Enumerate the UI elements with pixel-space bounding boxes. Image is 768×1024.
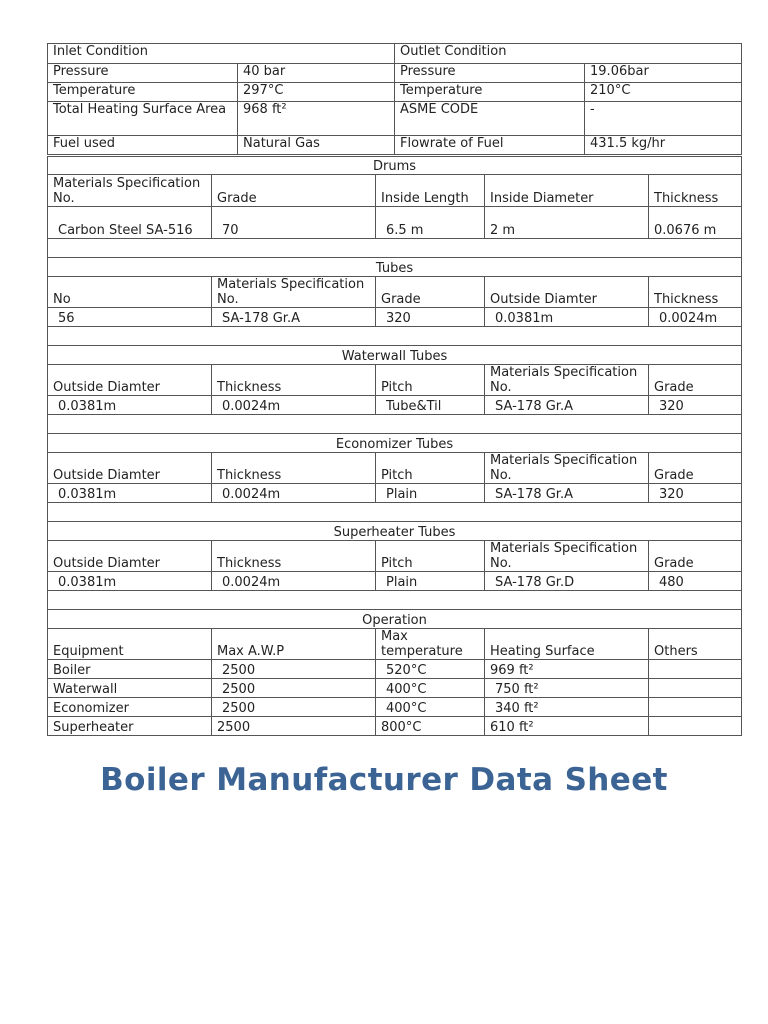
table-row	[48, 396, 742, 415]
table-cell: Superheater	[48, 717, 212, 736]
table-header-cell: Inside Diameter	[485, 175, 649, 207]
tubes-section-title: Tubes	[48, 258, 742, 277]
table-cell: SA-178 Gr.A	[212, 308, 376, 327]
table-header-cell: Thickness	[649, 175, 742, 207]
asme-code-value: -	[585, 102, 742, 136]
table-header-cell: Outside Diamter	[48, 453, 212, 484]
table-cell: 2500	[212, 679, 376, 698]
table-cell: 0.0676 m	[649, 207, 742, 239]
table-cell: 0.0024m	[649, 308, 742, 327]
table-row	[48, 207, 742, 239]
table-header-cell: Max temperature	[376, 629, 485, 660]
table-header-cell: No	[48, 277, 212, 308]
table-cell: Waterwall	[48, 679, 212, 698]
table-cell	[649, 698, 742, 717]
table-cell: 0.0381m	[48, 396, 212, 415]
table-cell: SA-178 Gr.A	[485, 396, 649, 415]
outlet-condition-heading: Outlet Condition	[395, 44, 742, 64]
table-header-cell: Equipment	[48, 629, 212, 660]
economizer-section-title: Economizer Tubes	[48, 434, 742, 453]
waterwall-section-title: Waterwall Tubes	[48, 346, 742, 365]
table-cell: 340 ft²	[485, 698, 649, 717]
inlet-temperature-value: 297°C	[238, 83, 395, 102]
table-cell: 320	[376, 308, 485, 327]
table-header-cell: Thickness	[212, 365, 376, 396]
table-header-cell: Max A.W.P	[212, 629, 376, 660]
table-cell: 400°C	[376, 679, 485, 698]
table-cell: 2500	[212, 717, 376, 736]
table-cell: Carbon Steel SA-516	[48, 207, 212, 239]
table-row	[48, 572, 742, 591]
table-cell: 0.0024m	[212, 572, 376, 591]
table-cell	[649, 717, 742, 736]
superheater-section-title: Superheater Tubes	[48, 522, 742, 541]
table-header-cell: Pitch	[376, 541, 485, 572]
table-header-cell: Outside Diamter	[485, 277, 649, 308]
heating-surface-value: 968 ft²	[238, 102, 395, 136]
table-header-cell: Materials Specification No.	[48, 175, 212, 207]
table-header-cell: Materials Specification No.	[212, 277, 376, 308]
spacer-row	[48, 503, 742, 522]
condition-table	[47, 43, 742, 155]
table-cell: 2500	[212, 660, 376, 679]
table-cell	[649, 679, 742, 698]
table-cell: Plain	[376, 572, 485, 591]
table-cell: SA-178 Gr.A	[485, 484, 649, 503]
operation-section-title: Operation	[48, 610, 742, 629]
inlet-pressure-value: 40 bar	[238, 64, 395, 83]
table-cell: 480	[649, 572, 742, 591]
spacer-row	[48, 239, 742, 258]
table-cell: 610 ft²	[485, 717, 649, 736]
table-cell	[649, 660, 742, 679]
table-cell: 70	[212, 207, 376, 239]
fuel-flowrate-label: Flowrate of Fuel	[395, 136, 585, 155]
table-cell: 400°C	[376, 698, 485, 717]
table-header-cell: Heating Surface	[485, 629, 649, 660]
document-title: Boiler Manufacturer Data Sheet	[100, 762, 668, 798]
table-row	[48, 484, 742, 503]
table-header-cell: Materials Specification No.	[485, 365, 649, 396]
fuel-used-value: Natural Gas	[238, 136, 395, 155]
table-cell: 320	[649, 396, 742, 415]
table-header-cell: Grade	[376, 277, 485, 308]
fuel-used-label: Fuel used	[48, 136, 238, 155]
table-header-cell: Outside Diamter	[48, 365, 212, 396]
inlet-condition-heading: Inlet Condition	[48, 44, 395, 64]
table-cell: 0.0024m	[212, 396, 376, 415]
table-header-cell: Grade	[649, 365, 742, 396]
table-header-cell: Materials Specification No.	[485, 541, 649, 572]
table-header-cell: Others	[649, 629, 742, 660]
spacer-row	[48, 415, 742, 434]
spacer-row	[48, 591, 742, 610]
table-header-cell: Inside Length	[376, 175, 485, 207]
table-cell: 969 ft²	[485, 660, 649, 679]
table-cell: Boiler	[48, 660, 212, 679]
table-cell: 0.0024m	[212, 484, 376, 503]
table-cell: 6.5 m	[376, 207, 485, 239]
table-header-cell: Materials Specification No.	[485, 453, 649, 484]
table-cell: 320	[649, 484, 742, 503]
outlet-temperature-value: 210°C	[585, 83, 742, 102]
table-header-cell: Thickness	[649, 277, 742, 308]
table-row	[48, 308, 742, 327]
table-cell: 2500	[212, 698, 376, 717]
table-cell: 750 ft²	[485, 679, 649, 698]
table-cell: 2 m	[485, 207, 649, 239]
inlet-pressure-label: Pressure	[48, 64, 238, 83]
table-header-cell: Outside Diamter	[48, 541, 212, 572]
spacer-row	[48, 327, 742, 346]
table-cell: 0.0381m	[48, 572, 212, 591]
table-header-cell: Grade	[649, 453, 742, 484]
table-cell: Plain	[376, 484, 485, 503]
table-row	[48, 660, 742, 679]
asme-code-label: ASME CODE	[395, 102, 585, 136]
fuel-flowrate-value: 431.5 kg/hr	[585, 136, 742, 155]
table-cell: 0.0381m	[485, 308, 649, 327]
outlet-temperature-label: Temperature	[395, 83, 585, 102]
table-header-cell: Grade	[212, 175, 376, 207]
table-cell: 0.0381m	[48, 484, 212, 503]
table-header-cell: Thickness	[212, 453, 376, 484]
table-cell: Tube&Til	[376, 396, 485, 415]
table-header-cell: Grade	[649, 541, 742, 572]
table-cell: SA-178 Gr.D	[485, 572, 649, 591]
heating-surface-label: Total Heating Surface Area	[48, 102, 238, 136]
table-cell: 800°C	[376, 717, 485, 736]
table-cell: 520°C	[376, 660, 485, 679]
specification-table	[47, 156, 742, 736]
outlet-pressure-label: Pressure	[395, 64, 585, 83]
inlet-temperature-label: Temperature	[48, 83, 238, 102]
outlet-pressure-value: 19.06bar	[585, 64, 742, 83]
table-cell: Economizer	[48, 698, 212, 717]
table-header-cell: Thickness	[212, 541, 376, 572]
table-header-cell: Pitch	[376, 365, 485, 396]
table-row	[48, 717, 742, 736]
drums-section-title: Drums	[48, 157, 742, 175]
table-header-cell: Pitch	[376, 453, 485, 484]
table-row	[48, 698, 742, 717]
table-row	[48, 679, 742, 698]
table-cell: 56	[48, 308, 212, 327]
